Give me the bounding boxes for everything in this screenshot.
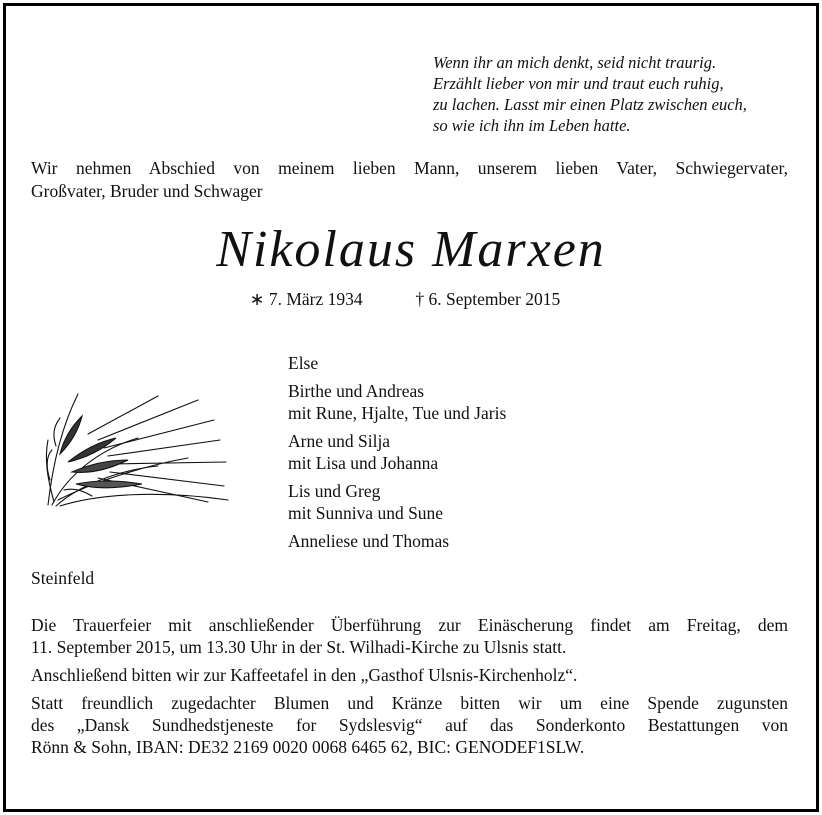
family-group	[288, 480, 608, 524]
donation-line: Rönn & Sohn, IBAN: DE32 2169 0020 0068 6465 62, BIC: GENODEF1SLW.	[31, 737, 585, 757]
funeral-paragraph	[31, 614, 788, 658]
family-line: Else	[288, 353, 319, 373]
intro-line: Großvater, Bruder und Schwager	[31, 181, 263, 201]
family-group	[288, 430, 608, 474]
poem-line: Wenn ihr an mich denkt, seid nicht traurig.	[433, 53, 717, 72]
family-line: mit Sunniva und Sune	[288, 503, 444, 523]
death-date: † 6. September 2015	[415, 289, 561, 309]
family-line: mit Lisa und Johanna	[288, 453, 439, 473]
poem-line: zu lachen. Lasst mir einen Platz zwischen euch,	[433, 95, 747, 114]
family-line: Birthe und Andreas	[288, 381, 425, 401]
poem-line: Erzählt lieber von mir und traut euch ruhig,	[433, 74, 724, 93]
wheat-ears-icon	[38, 390, 230, 508]
funeral-line: 11. September 2015, um 13.30 Uhr in der St. Wilhadi-Kirche zu Ulsnis statt.	[31, 637, 567, 657]
intro-line: Wir nehmen Abschied von meinem lieben Mann, unserem lieben Vater, Schwiegervater,	[31, 158, 788, 178]
life-dates	[0, 288, 810, 310]
family-line: Arne und Silja	[288, 431, 391, 451]
deceased-name: Nikolaus Marxen	[216, 221, 606, 278]
family-group	[288, 380, 608, 424]
intro-text	[31, 157, 788, 203]
family-group	[288, 352, 608, 374]
family-line: mit Rune, Hjalte, Tue und Jaris	[288, 403, 507, 423]
birth-date: ∗ 7. März 1934	[249, 289, 363, 309]
reception-paragraph: Anschließend bitten wir zur Kaffeetafel in den „Gasthof Ulsnis-Kirchenholz“.	[31, 665, 578, 685]
family-list	[288, 352, 608, 558]
family-line: Anneliese und Thomas	[288, 531, 450, 551]
donation-line: Statt freundlich zugedachter Blumen und Kränze bitten wir um eine Spende zugunsten	[31, 693, 788, 713]
funeral-line: Die Trauerfeier mit anschließender Überführung zur Einäscherung findet am Freitag, dem	[31, 615, 788, 635]
poem-line: so wie ich ihn im Leben hatte.	[433, 116, 631, 135]
poem	[433, 52, 803, 136]
family-group	[288, 530, 608, 552]
family-line: Lis und Greg	[288, 481, 381, 501]
donation-line: des „Dansk Sundhedstjeneste for Sydslesvig“ auf das Sonderkonto Bestattungen von	[31, 715, 788, 735]
place-name: Steinfeld	[31, 568, 95, 588]
donation-paragraph	[31, 692, 788, 758]
funeral-details	[31, 614, 788, 764]
